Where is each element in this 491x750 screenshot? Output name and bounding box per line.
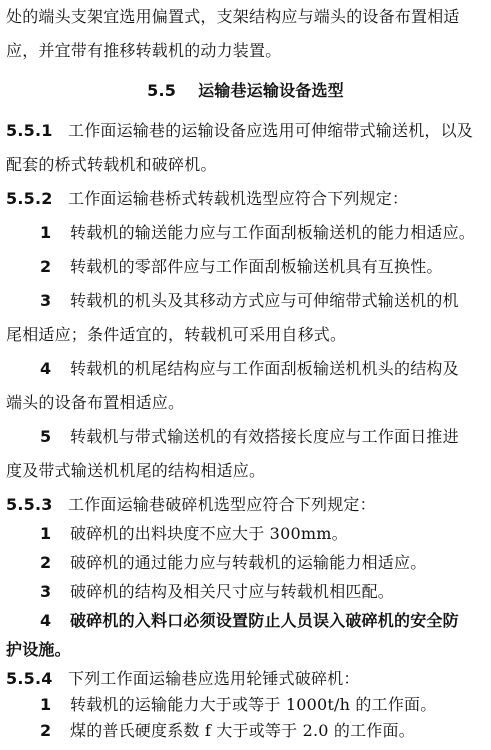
- list-item: [40, 420, 486, 454]
- item-text: 破碎机的出料块度不应大于 300mm。: [70, 524, 348, 543]
- clause-number: 5.5.2: [6, 189, 53, 208]
- clause-number: 5.5.1: [6, 121, 53, 140]
- item-number: 2: [40, 257, 52, 276]
- item-text-continuation: 护设施。: [6, 640, 71, 659]
- list-item: [40, 250, 486, 284]
- item-number: 2: [40, 721, 52, 740]
- item-text-continuation: 尾相适应；条件适宜的，转载机可采用自移式。: [6, 325, 347, 344]
- section-number: 5.5: [147, 81, 177, 100]
- item-text: 破碎机的通过能力应与转载机的运输能力相适应。: [70, 553, 427, 572]
- item-text: 转载机的机头及其移动方式应与可伸缩带式输送机的机: [70, 291, 459, 310]
- item-number: 2: [40, 553, 52, 572]
- item-number: 4: [40, 359, 52, 378]
- clause-text: 工作面运输巷桥式转载机选型应符合下列规定：: [68, 189, 409, 208]
- list-item: [40, 216, 486, 250]
- item-text: 转载机的零部件应与工作面刮板输送机具有互换性。: [70, 257, 443, 276]
- list-item: [40, 352, 486, 386]
- clause-text-continuation: 配套的桥式转载机和破碎机。: [6, 155, 217, 174]
- item-number: 3: [40, 291, 52, 310]
- item-number: 3: [40, 582, 52, 601]
- clause-text: 工作面运输巷破碎机选型应符合下列规定：: [68, 495, 376, 514]
- intro-line: 处的端头支架宜选用偏置式，支架结构应与端头的设备布置相适: [6, 7, 460, 26]
- item-number: 1: [40, 524, 52, 543]
- item-text: 煤的普氏硬度系数 f 大于或等于 2.0 的工作面。: [70, 721, 415, 740]
- item-text-continuation: 端头的设备布置相适应。: [6, 393, 185, 412]
- item-number: 1: [40, 695, 52, 714]
- item-text: 转载机的运输能力大于或等于 1000t/h 的工作面。: [70, 695, 437, 714]
- item-text: 转载机的机尾结构应与工作面刮板输送机机头的结构及: [70, 359, 459, 378]
- item-number: 5: [40, 427, 52, 446]
- clause-5-5-1: [6, 114, 486, 148]
- item-text: 破碎机的入料口必须设置防止人员误入破碎机的安全防: [70, 611, 459, 630]
- item-number: 1: [40, 223, 52, 242]
- clause-text: 下列工作面运输巷应选用轮锤式破碎机：: [68, 669, 360, 688]
- clause-number: 5.5.3: [6, 495, 53, 514]
- clause-number: 5.5.4: [6, 669, 53, 688]
- item-text: 破碎机的结构及相关尺寸应与转载机相匹配。: [70, 582, 395, 601]
- item-text-continuation: 度及带式输送机机尾的结构相适应。: [6, 461, 266, 480]
- list-item: [40, 284, 486, 318]
- clause-5-5-2: [6, 182, 486, 216]
- clause-text: 工作面运输巷的运输设备应选用可伸缩带式输送机，以及: [68, 121, 474, 140]
- section-heading: [0, 74, 491, 108]
- item-number: 4: [40, 611, 52, 630]
- item-text: 转载机与带式输送机的有效搭接长度应与工作面日推进: [70, 427, 459, 446]
- section-title: 运输巷运输设备选型: [198, 81, 344, 100]
- list-item: [40, 714, 486, 748]
- item-text: 转载机的输送能力应与工作面刮板输送机的能力相适应。: [70, 223, 476, 242]
- intro-line: 应，并宜带有推移转载机的动力装置。: [6, 41, 282, 60]
